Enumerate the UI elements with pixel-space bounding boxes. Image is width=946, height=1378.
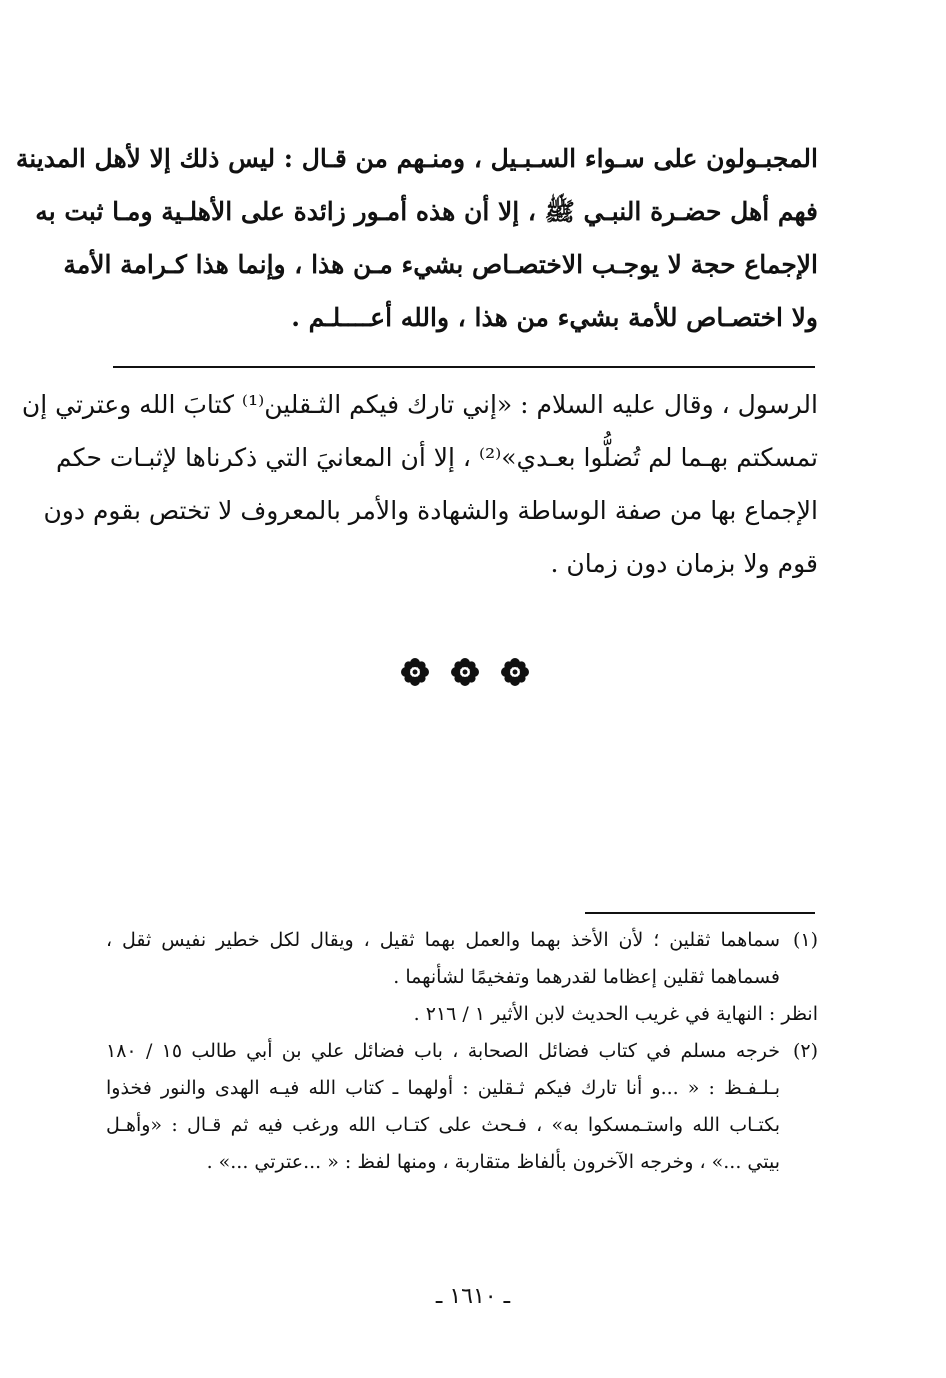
footnote-divider [585,912,815,914]
flower-ornament-icon [400,657,430,687]
page-number: ـ ١٦١٠ ـ [435,1284,511,1309]
footnotes [106,922,818,1181]
footnote-line: بـلـفـظ : « ...و أنا تارك فيكم ثـقلين : أولهما ـ كتاب الله فيـه الهدى والنور فخذوا [106,1077,780,1099]
footnote-2 [106,1033,818,1181]
footnote-line [106,922,818,959]
footnote-line: بكتـاب الله واستـمسكوا به» ، فـحث على كتـاب الله ورغب فيه ثم قـال : «وأهـل [106,1114,780,1136]
footnote-number: (٢) [792,1040,819,1062]
footnote-line: بيتي ...» ، وخرجه الآخرون بألفاظ متقاربة ، ومنها لفظ : « ...عترتي ...» . [206,1151,780,1173]
footnote-number: (١) [792,929,818,951]
section-ornaments [400,652,530,692]
paragraph-line: الرسول ، وقال عليه السلام : «إني تارك فيكم الثـقلين⁽¹⁾ كتابَ الله وعترتي إن [21,390,818,419]
flower-ornament-icon [450,657,480,687]
paragraph-line: قوم ولا بزمان دون زمان . [550,549,818,578]
footnote-line: انظر : النهاية في غريب الحديث لابن الأثير ١ / ٢١٦ . [413,1003,818,1025]
footnote-line [106,1033,818,1070]
paragraph-line: تمسكتم بهـما لم تُضلُّوا بعـدي»⁽²⁾ ، إلا أن المعانيَ التي ذكرناها لإثبـات حكم [56,443,818,472]
top-paragraph [15,132,818,344]
footnote-line: فسماهما ثقلين إعظاما لقدرهما وتفخيمًا لشأنهما . [393,966,780,988]
footnote-text: خرجه مسلم في كتاب فضائل الصحابة ، باب فضائل علي بن أبي طالب ١٥ / ١٨٠ [106,1040,781,1062]
paragraph-line: فهم أهل حضـرة النبـي ﷺ ، إلا أن هذه أمـور زائدة على الأهلـية ومـا ثبت به [35,197,818,226]
paragraph-line: ولا اختصـاص للأمة بشيء من هذا ، والله أعــــلـم . [291,303,818,332]
second-paragraph [21,378,818,590]
section-divider [113,366,815,368]
paragraph-line: المجبـولون على سـواء السـبـيل ، ومنـهم من قـال : ليس ذلك إلا لأهل المدينة [15,144,818,173]
footnote-text: سماهما ثقلين ؛ لأن الأخذ بهما والعمل بهما ثقيل ، ويقال لكل خطير نفيس ثقل ، [106,929,780,951]
paragraph-line: الإجماع بها من صفة الوساطة والشهادة والأمر بالمعروف لا تختص بقوم دون [43,496,818,525]
flower-ornament-icon [500,657,530,687]
paragraph-line: الإجماع حجة لا يوجـب الاختصـاص بشيء مـن هذا ، وإنما هذا كـرامة الأمة [63,250,818,279]
footnote-1 [106,922,818,1033]
